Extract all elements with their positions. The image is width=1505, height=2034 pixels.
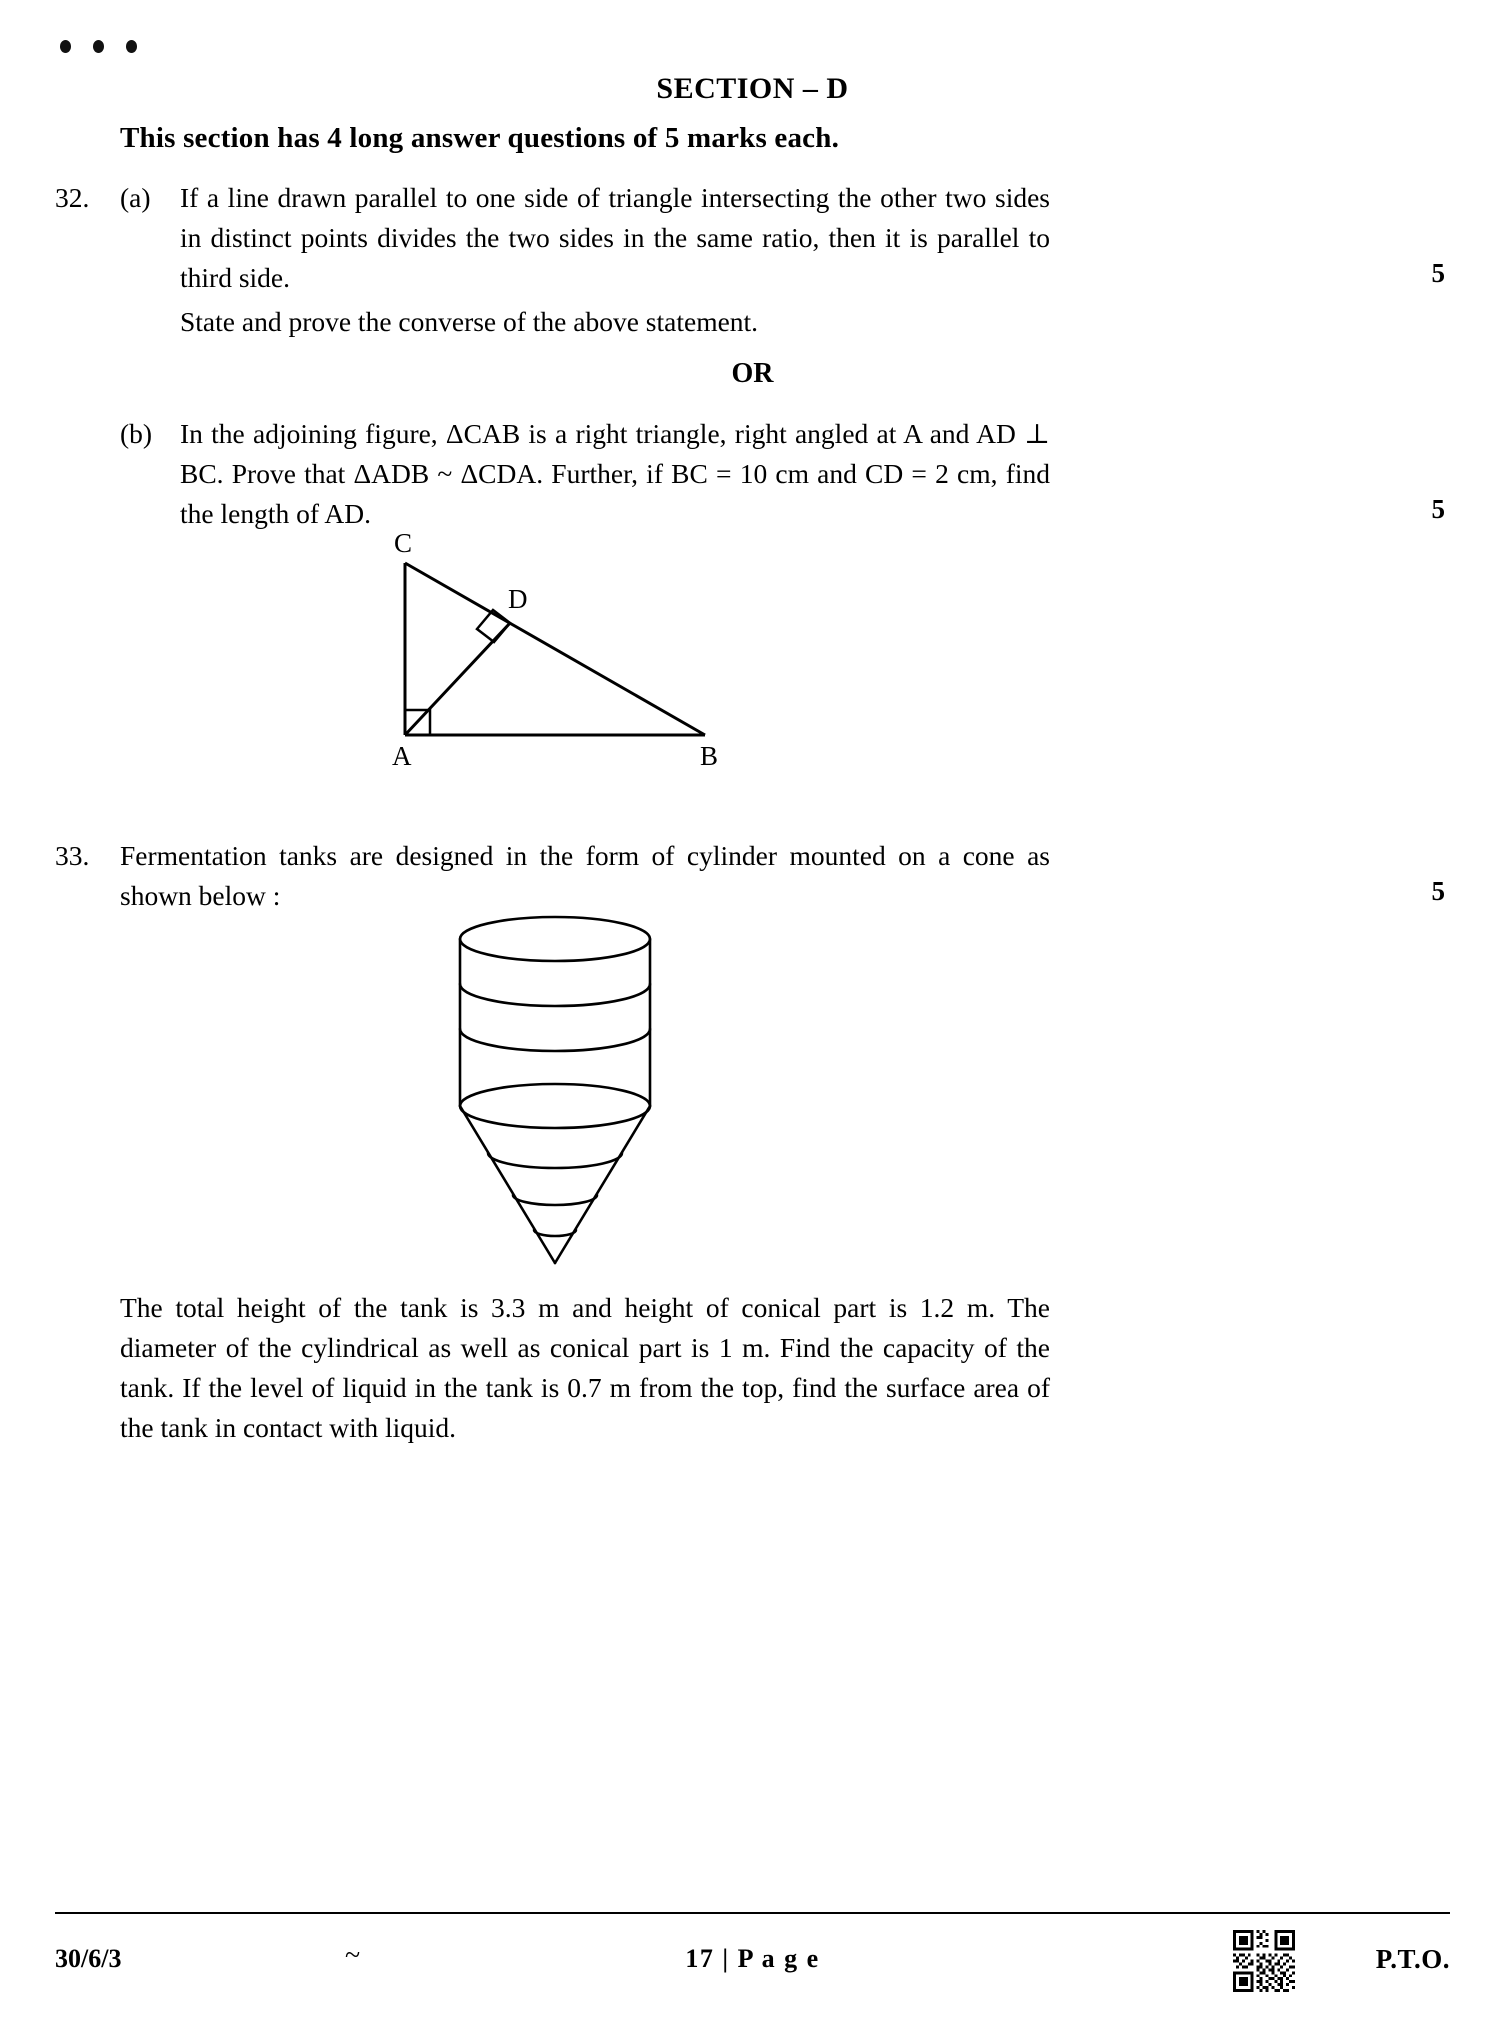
- figure-right-triangle-CAB: [370, 530, 770, 780]
- question-32-part-a-extra: State and prove the converse of the above statement.: [180, 306, 759, 337]
- page-footer: [55, 1930, 1450, 2000]
- question-32-part-b-text: In the adjoining figure, ΔCAB is a right triangle, right angled at A and AD ⊥ BC. Prove that ΔADB ~ ΔCDA. Further, if BC = 10 cm and CD = 2 cm, find the length of AD.: [180, 418, 1050, 529]
- section-title: SECTION – D: [656, 72, 849, 105]
- question-33-marks: 5: [1431, 876, 1445, 906]
- question-number-33: 33.: [55, 840, 90, 871]
- question-33-after-text: The total height of the tank is 3.3 m and height of conical part is 1.2 m. The diameter of the cylindrical as well as conical part is 1 m. Find the capacity of the tank. If the level of liquid in the tank is 0.7 m from the top, find the surface area of the tank in contact with liquid.: [120, 1292, 1050, 1443]
- section-subtitle: This section has 4 long answer questions of 5 marks each.: [120, 122, 840, 154]
- dot-icon: [60, 40, 71, 53]
- triangle-label-D: D: [508, 584, 528, 614]
- paper-code: 30/6/3: [55, 1944, 122, 1973]
- question-32-part-b-label: (b): [120, 418, 153, 449]
- dot-icon: [126, 40, 137, 53]
- pto-label: P.T.O.: [1375, 1944, 1450, 1974]
- question-32-part-a-text: If a line drawn parallel to one side of triangle intersecting the other two sides in distinct points divides the two sides in the same ratio, then it is parallel to third side.: [180, 182, 1050, 293]
- question-32-part-a-label: (a): [120, 182, 151, 213]
- triangle-label-A: A: [392, 741, 412, 771]
- footer-divider: [55, 1912, 1450, 1914]
- question-32-part-b-marks: 5: [1431, 494, 1445, 524]
- question-number-32: 32.: [55, 182, 90, 213]
- dot-icon: [93, 40, 104, 53]
- page-corner-dots: [60, 40, 137, 53]
- question-33-text: Fermentation tanks are designed in the form of cylinder mounted on a cone as shown below :: [120, 840, 1050, 911]
- figure-fermentation-tank: [430, 915, 730, 1285]
- triangle-label-B: B: [700, 741, 719, 771]
- or-separator-32: OR: [731, 358, 774, 389]
- qr-code-icon: [1233, 1930, 1295, 1992]
- tilde-mark: ~: [345, 1940, 361, 1971]
- page-number: 17 | P a g e: [685, 1944, 820, 1973]
- question-32-part-a-marks: 5: [1431, 258, 1445, 288]
- triangle-label-C: C: [394, 530, 413, 558]
